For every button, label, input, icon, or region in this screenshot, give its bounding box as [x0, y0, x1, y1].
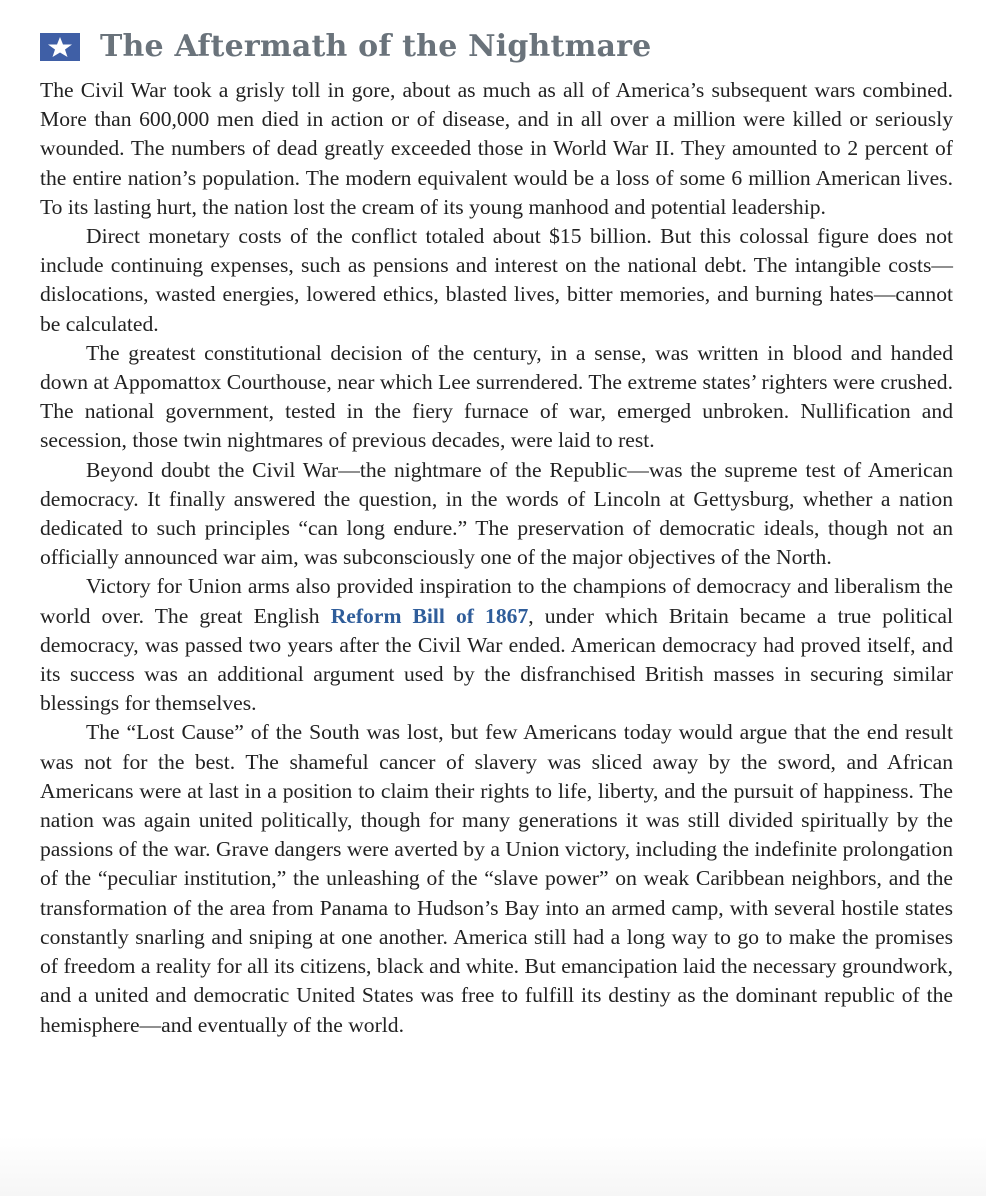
paragraph-constitutional-decision: The greatest constitutional decision of the century, in a sense, was written in blood and handed down at Appomattox Courthouse, near which Lee surrendered. The extreme states’ righters were crushed. The national government, tested in the fiery furnace of war, emerged unbroken. Nullification and secession, those twin nightmares of previous decades, were laid to rest. — [40, 340, 953, 453]
star-icon — [40, 33, 80, 61]
section-heading — [40, 26, 953, 68]
paragraph-monetary-costs: Direct monetary costs of the conflict totaled about $15 billion. But this colossal figure does not include continuing expenses, such as pensions and interest on the national debt. The intangible costs—dislocations, wasted energies, lowered ethics, blasted lives, bitter memories, and burning hates—cannot be calculated. — [40, 224, 953, 336]
key-term-reform-bill: Reform Bill of 1867 — [330, 603, 529, 628]
textbook-page — [40, 26, 953, 1040]
paragraph-casualties: The Civil War took a grisly toll in gore, about as much as all of America’s subsequent wars combined. More than 600,000 men died in action or of disease, and in all over a million were killed or seriously wounded. The numbers of dead greatly exceeded those in World War II. They amounted to 2 percent of the entire nation’s population. The modern equivalent would be a loss of some 6 million American lives. To its lasting hurt, the nation lost the cream of its young manhood and potential leadership. — [40, 78, 953, 219]
paragraph-text-before-term: Victory for Union arms also provided inspiration to the champions of democracy and liberalism the world over. The great English — [40, 574, 953, 628]
paragraph-test-of-democracy: Beyond doubt the Civil War—the nightmare of the Republic—was the supreme test of American democracy. It finally answered the question, in the words of Lincoln at Gettysburg, whether a nation dedicated to such principles “can long endure.” The preservation of democratic ideals, though not an officially announced war aim, was subconsciously one of the major objectives of the North. — [40, 457, 953, 570]
paragraph-text-after-term: , under which Britain became a true political democracy, was passed two years after the Civil War ended. American democracy had proved itself, and its success was an additional argument used by the disfranchised British masses in securing similar blessings for themselves. — [40, 603, 953, 716]
paragraph-lost-cause: The “Lost Cause” of the South was lost, but few Americans today would argue that the end result was not for the best. The shameful cancer of slavery was sliced away by the sword, and African Americans were at last in a position to claim their rights to life, liberty, and the pursuit of happiness. The nation was again united politically, though for many generations it was still divided spiritually by the passions of the war. Grave dangers were averted by a Union victory, including the indefinite prolongation of the “peculiar institution,” the unleashing of the “slave power” on weak Caribbean neighbors, and the transformation of the area from Panama to Hudson’s Bay into an armed camp, with several hostile states constantly snarling and sniping at one another. America still had a long way to go to make the promises of freedom a reality for all its citizens, black and white. But emancipation laid the necessary groundwork, and a united and democratic United States was free to fulfill its destiny as the dominant republic of the hemisphere—and eventually of the world. — [40, 720, 953, 1037]
section-body — [40, 76, 953, 1040]
section-title: The Aftermath of the Nightmare — [100, 29, 652, 64]
paragraph-union-victory-inspiration — [40, 572, 953, 718]
